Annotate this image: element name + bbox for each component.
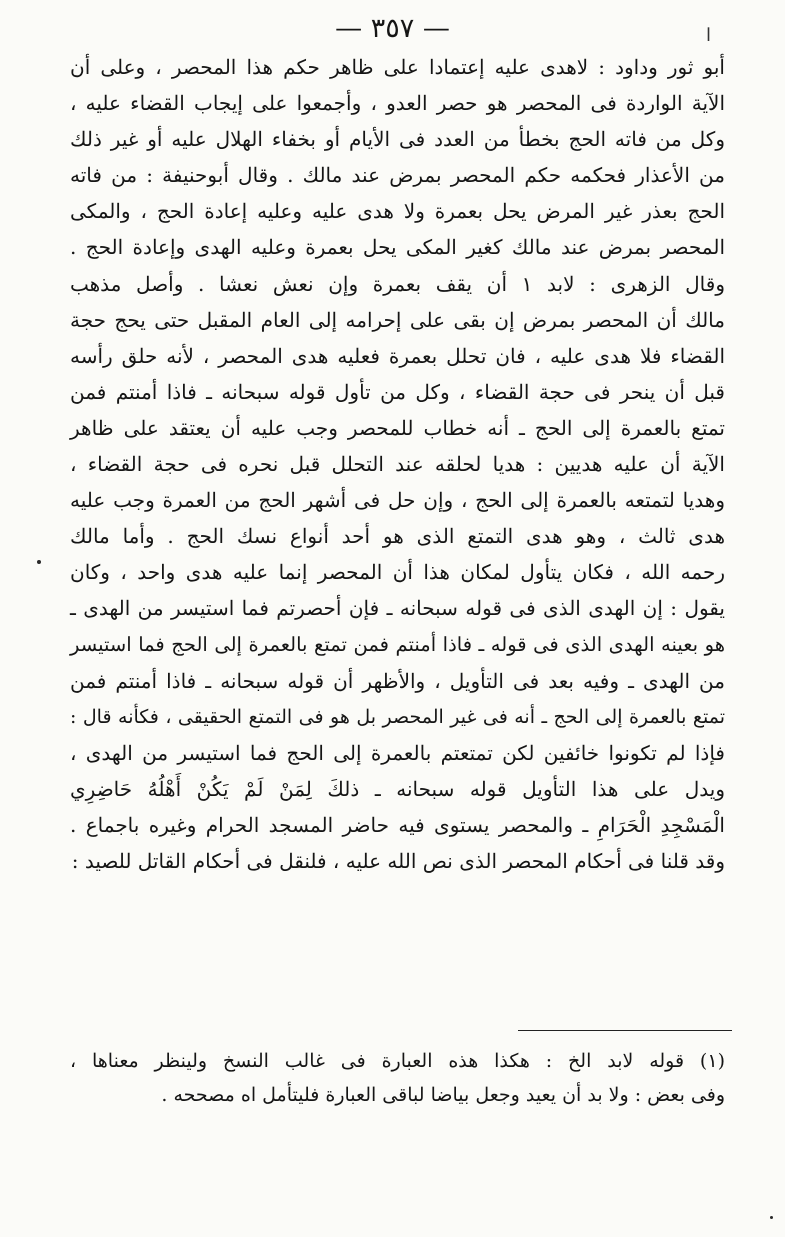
text-line: ويدل على هذا التأويل قوله سبحانه ـ ذلكَ لِمَنْ لَمْ يَكُنْ أَهْلُهُ حَاضِرِي [70,776,725,801]
page-number: — ٣٥٧ — [335,13,450,44]
footnote-divider [518,1030,732,1031]
text-line: هدى ثالث ، وهو هدى التمتع الذى هو أحد أنواع نسك الحج . وأما مالك [70,524,725,549]
text-line: هو بعينه الهدى الذى فى قوله ـ فاذا أمنتم فمن تمتع بالعمرة إلى الحج فما استيسر [70,632,725,656]
footnote-line: (١) قوله لابد الخ : هكذا هذه العبارة فى غالب النسخ ولينظر معناها ، [70,1050,725,1072]
text-line: وهديا لتمتعه بالعمرة إلى الحج ، وإن حل فى أشهر الحج من العمرة وجب عليه [70,488,726,513]
text-line: الْمَسْجِدِ الْحَرَامِ ـ والمحصر يستوى فيه حاضر المسجد الحرام وغيره باجماع . [70,812,725,837]
text-line: وقال الزهرى : لابد ١ أن يقف بعمرة وإن نعش نعشا . وأصل مذهب [70,271,725,296]
text-line: قبل أن ينحر فى حجة القضاء ، وكل من تأول قوله سبحانه ـ فاذا أمنتم فمن [70,379,725,404]
text-line: الحج بعذر غير المرض يحل بعمرة ولا هدى عليه وعليه إعادة الحج ، والمكى [70,199,725,224]
text-line: فإذا لم تكونوا خائفين لكن تمتعتم بالعمرة إلى الحج فما استيسر من الهدى ، [70,740,725,765]
ink-speck [770,1216,773,1219]
text-line: وكل من فاته الحج بخطأ من العدد فى الأيام أو بخفاء الهلال عليه أو غير ذلك [70,127,725,152]
footnote-line: وفى بعض : ولا بد أن يعيد وجعل بياضا لباقى العبارة فليتأمل اه مصححه . [161,1084,725,1106]
text-line: الآية الواردة فى المحصر هو حصر العدو ، وأجمعوا على إيجاب القضاء عليه ، [70,91,725,116]
text-line: يقول : إن الهدى الذى فى قوله سبحانه ـ فإن أحصرتم فما استيسر من الهدى ـ [70,596,725,621]
text-line: تمتع بالعمرة إلى الحج ـ أنه فى غير المحصر بل هو فى التمتع الحقيقى ، فكأنه قال : [70,705,725,728]
text-line: القضاء فلا هدى عليه ، فان تحلل بعمرة فعليه هدى المحصر ، لأنه حلق رأسه [70,343,726,368]
text-line: وقد قلنا فى أحكام المحصر الذى نص الله عليه ، فلنقل فى أحكام القاتل للصيد : [71,849,725,874]
text-line: من الهدى ـ وفيه بعد فى التأويل ، والأظهر أن قوله سبحانه ـ فاذا أمنتم فمن [70,668,725,693]
margin-mark: ا [706,25,712,46]
ink-speck [37,560,41,564]
text-line: الآية أن عليه هديين : هديا لحلقه عند التحلل قبل نحره فى حجة القضاء ، [70,452,725,477]
text-line: رحمه الله ، فكان يتأول لمكان هذا أن المحصر إنما عليه هدى واحد ، وكان [70,560,725,585]
text-line: تمتع بالعمرة إلى الحج ـ أنه خطاب للمحصر وجب عليه أن يعتقد على ظاهر [70,415,725,440]
footnotes [70,1044,725,1112]
text-line: المحصر بمرض عند مالك كغير المكى يحل بعمرة وعليه الهدى وإعادة الحج . [70,235,725,260]
text-line: أبو ثور وداود : لاهدى عليه إعتمادا على ظاهر حكم هذا المحصر ، وعلى أن [70,55,725,79]
main-text [70,49,725,879]
text-line: من الأعذار فحكمه حكم المحصر بمرض عند مالك . وقال أبوحنيفة : من فاته [70,163,725,188]
text-line: مالك أن المحصر بمرض إن بقى على إحرامه إلى العام المقبل حتى يحج حجة [70,307,725,332]
